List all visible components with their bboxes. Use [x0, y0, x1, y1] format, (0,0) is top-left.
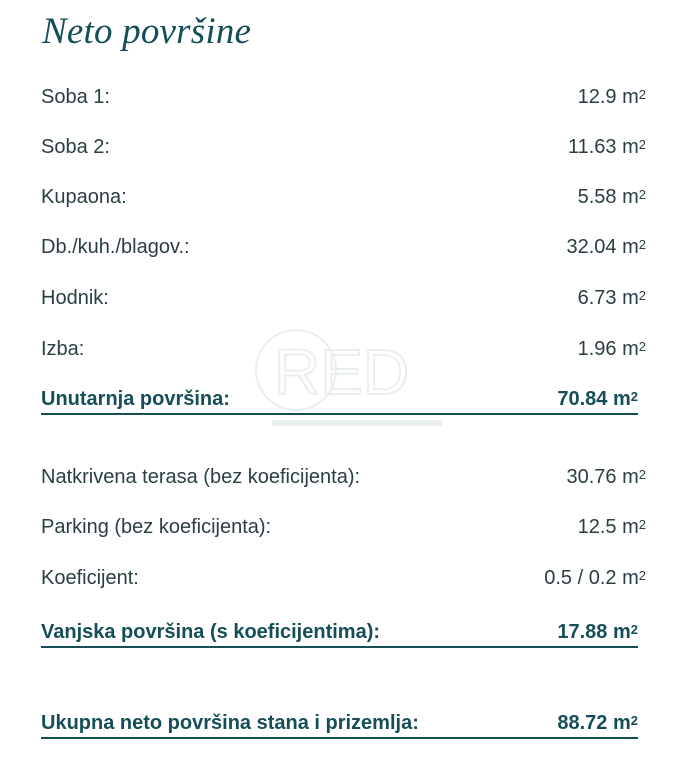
area-value: 1.96 $m^2$: [577, 338, 646, 360]
area-label: Kupaona:: [41, 186, 127, 208]
total-underline: [41, 413, 638, 415]
total-underline: [41, 646, 638, 648]
total-value: 70.84 $m^2$: [557, 388, 638, 410]
area-label: Izba:: [41, 338, 85, 360]
total-value: 88.72 $m^2$: [557, 712, 638, 734]
total-underline: [41, 737, 638, 739]
svg-text:RED: RED: [274, 336, 410, 408]
area-row-kuhinja: [41, 236, 646, 264]
area-value: 0.5 / 0.2 $m^2$: [544, 567, 646, 589]
total-label: Unutarnja površina:: [41, 388, 230, 410]
area-row-soba-1: [41, 86, 646, 114]
area-row-hodnik: [41, 287, 646, 315]
area-value: 11.63 $m^2$: [567, 136, 646, 158]
area-label: Koeficijent:: [41, 567, 139, 589]
area-label: Db./kuh./blagov.:: [41, 236, 190, 258]
area-label: Soba 1:: [41, 86, 110, 108]
area-row-terasa: [41, 466, 646, 494]
area-value: 32.04 $m^2$: [566, 236, 646, 258]
area-row-koeficijent: [41, 567, 646, 595]
area-row-soba-2: [41, 136, 646, 164]
total-label: Vanjska površina (s koeficijentima):: [41, 621, 381, 643]
area-label: Parking (bez koeficijenta):: [41, 516, 272, 538]
area-value: 12.9 $m^2$: [577, 86, 646, 108]
area-value: 30.76 $m^2$: [566, 466, 646, 488]
area-label: Natkrivena terasa (bez koeficijenta):: [41, 466, 361, 488]
page-title: Neto površine: [42, 11, 252, 52]
area-row-kupaona: [41, 186, 646, 214]
area-value: 12.5 $m^2$: [577, 516, 646, 538]
inner-area-total: [41, 388, 646, 418]
area-label: Hodnik:: [41, 287, 109, 309]
area-value: 5.58 $m^2$: [577, 186, 646, 208]
outer-area-total: [41, 621, 646, 651]
grand-area-total: [41, 712, 646, 742]
area-value: 6.73 $m^2$: [577, 287, 646, 309]
area-row-izba: [41, 338, 646, 366]
area-label: Soba 2:: [41, 136, 110, 158]
total-value: 17.88 $m^2$: [557, 621, 638, 643]
total-label: Ukupna neto površina stana i prizemlja:: [41, 712, 419, 734]
area-row-parking: [41, 516, 646, 544]
